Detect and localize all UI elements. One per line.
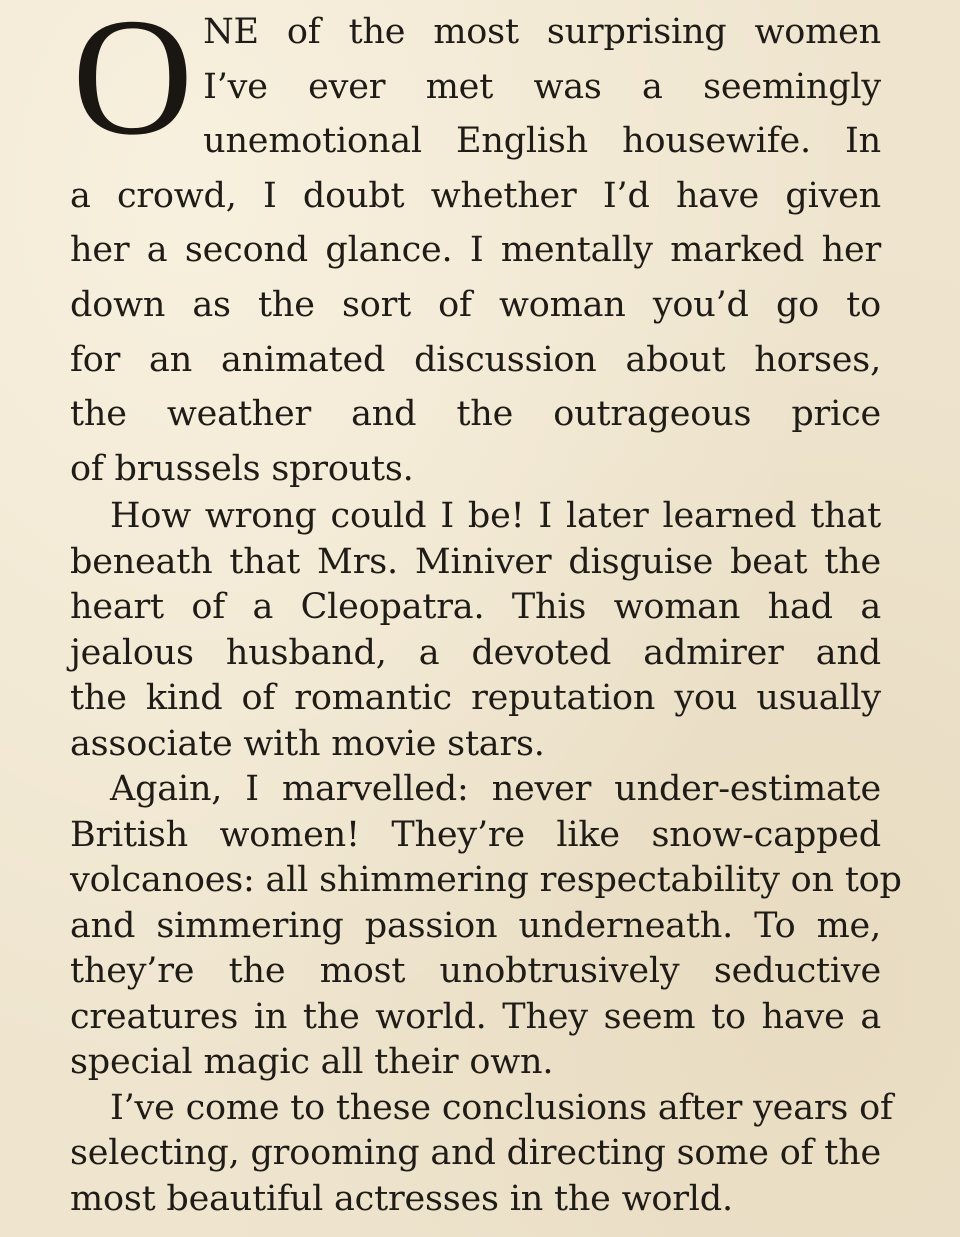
text-line: British women! They’re like snow-capped [70,814,881,855]
text-line: the kind of romantic reputation you usually [70,678,881,718]
text-line: NE of the most surprising women [203,12,881,52]
text-line: unemotional English housewife. In [203,121,881,162]
body-paragraphs [70,494,902,1222]
text-line: I’ve ever met was a seemingly [203,66,881,107]
text-line: of brussels sprouts. [70,448,414,489]
text-line: special magic all their own. [70,1042,554,1082]
text-line: associate with movie stars. [70,723,545,764]
text-line: her a second glance. I mentally marked her [70,230,881,271]
opening-paragraph [70,0,881,496]
text-line: beneath that Mrs. Miniver disguise beat the [70,541,881,582]
text-line: selecting, grooming and directing some of the [70,1133,881,1173]
drop-cap-letter: O [72,0,194,170]
text-line: most beautiful actresses in the world. [70,1178,733,1219]
paragraph-first-line: Again, I marvelled: never under-estimate [110,769,881,809]
text-line: the weather and the outrageous price [70,394,881,435]
text-line: creatures in the world. They seem to have a [70,996,881,1037]
text-line: down as the sort of woman you’d go to [70,284,881,325]
text-line: volcanoes: all shimmering respectability on top [70,860,902,900]
text-line: for an animated discussion about horses, [70,339,881,380]
text-line: they’re the most unobtrusively seductive [70,951,881,991]
text-line: a crowd, I doubt whether I’d have given [70,175,881,216]
text-line: and simmering passion underneath. To me, [70,905,881,946]
paragraph-first-line: I’ve come to these conclusions after years of [110,1087,893,1128]
text-line: heart of a Cleopatra. This woman had a [70,587,881,627]
paragraph-first-line: How wrong could I be! I later learned that [110,496,881,536]
text-line: jealous husband, a devoted admirer and [70,632,881,673]
